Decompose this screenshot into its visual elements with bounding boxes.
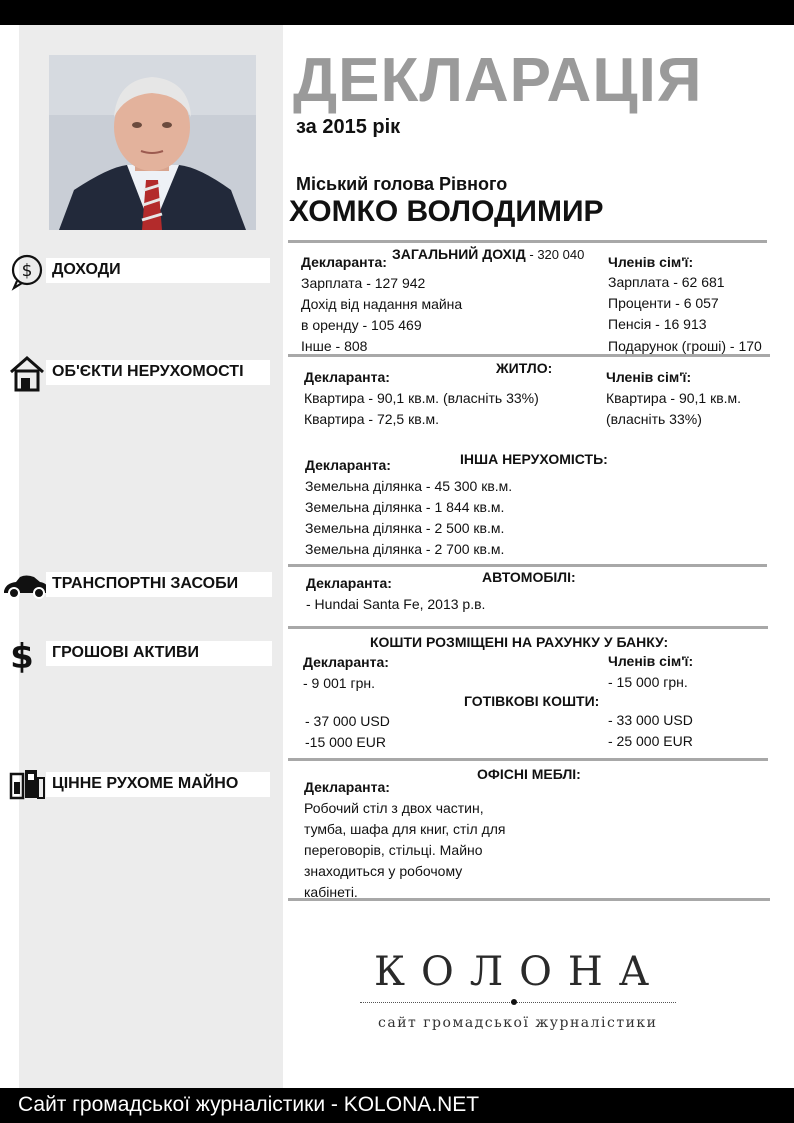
kolona-logo [360,945,676,1045]
income-total: - 320 040 [525,247,585,262]
logo-dotted-line [360,1002,676,1003]
logo-dot [511,999,517,1005]
svg-text:$: $ [10,637,34,675]
declaration-year: за 2015 рік [296,116,401,138]
category-transport-label: ТРАНСПОРТНІ ЗАСОБИ [46,572,272,597]
income-declarant-label: Декларанта: [301,254,387,270]
furniture-line: переговорів, стільці. Майно [304,842,483,858]
housing-family-label: Членів сім'ї: [606,369,692,385]
official-name: ХОМКО ВОЛОДИМИР [289,195,604,228]
logo-tagline: сайт громадської журналістики [378,1015,658,1031]
category-money-label: ГРОШОВІ АКТИВИ [46,641,272,666]
income-family-item: Проценти - 6 057 [608,295,719,311]
cash-declarant-item: - 37 000 USD [305,713,390,729]
furniture-line: кабінеті. [304,884,358,900]
top-bar [0,0,794,25]
logo-wordmark: КОЛОНА [374,949,666,995]
car-icon [2,569,50,607]
category-movable-label: ЦІННЕ РУХОМЕ МАЙНО [46,772,270,797]
income-heading-label: ЗАГАЛЬНИЙ ДОХІД [392,246,526,262]
bank-family-label: Членів сім'ї: [608,653,694,669]
bank-declarant-value: - 9 001 грн. [303,675,375,691]
income-family-item: Подарунок (гроші) - 170 [608,338,762,354]
page-title: ДЕКЛАРАЦІЯ [293,46,703,115]
other-realty-declarant-label: Декларанта: [305,457,391,473]
footer-banner: Сайт громадської журналістики - KOLONA.NET [0,1088,794,1123]
furniture-line: тумба, шафа для книг, стіл для [304,821,506,837]
portrait-photo [49,55,256,230]
income-family-item: Пенсія - 16 913 [608,316,707,332]
cash-family-item: - 33 000 USD [608,712,693,728]
cars-heading: АВТОМОБІЛІ: [482,569,576,585]
divider-rule [288,758,768,761]
cash-family-item: - 25 000 EUR [608,733,693,749]
category-realty-label: ОБ'ЄКТИ НЕРУХОМОСТІ [46,360,270,385]
housing-family-item: Квартира - 90,1 кв.м. [606,390,742,406]
income-heading [392,244,584,265]
income-declarant-item: Інше - 808 [301,338,368,354]
land-plot-item: Земельна ділянка - 1 844 кв.м. [305,499,505,515]
divider-rule [288,240,767,243]
housing-heading: ЖИТЛО: [496,360,553,376]
bank-family-value: - 15 000 грн. [608,674,688,690]
car-item: - Hundai Santa Fe, 2013 р.в. [306,596,486,612]
svg-text:$: $ [21,261,33,281]
bank-declarant-label: Декларанта: [303,654,389,670]
income-family-label: Членів сім'ї: [608,254,694,270]
land-plot-item: Земельна ділянка - 2 700 кв.м. [305,541,505,557]
income-family-item: Зарплата - 62 681 [608,274,725,290]
housing-declarant-item: Квартира - 90,1 кв.м. (власніть 33%) [304,390,539,406]
furniture-heading: ОФІСНІ МЕБЛІ: [477,766,581,782]
furniture-items-icon [8,766,46,804]
cars-declarant-label: Декларанта: [306,575,392,591]
other-realty-heading: ІНША НЕРУХОМІСТЬ: [460,451,608,467]
housing-declarant-item: Квартира - 72,5 кв.м. [304,411,440,427]
bank-heading: КОШТИ РОЗМІЩЕНІ НА РАХУНКУ У БАНКУ: [370,634,669,650]
housing-declarant-label: Декларанта: [304,369,390,385]
divider-rule [288,626,768,629]
divider-rule [288,898,770,901]
dollar-bubble-icon [8,253,46,291]
furniture-line: Робочий стіл з двох частин, [304,800,484,816]
income-declarant-item: в оренду - 105 469 [301,317,422,333]
furniture-line: знаходиться у робочому [304,863,463,879]
land-plot-item: Земельна ділянка - 2 500 кв.м. [305,520,505,536]
cash-heading: ГОТІВКОВІ КОШТИ: [464,693,600,709]
income-declarant-item: Зарплата - 127 942 [301,275,426,291]
income-declarant-item: Дохід від надання майна [301,296,463,312]
category-income-label: ДОХОДИ [46,258,270,283]
official-position: Міський голова Рівного [296,174,508,194]
furniture-declarant-label: Декларанта: [304,779,390,795]
dollar-sign-icon [8,637,46,675]
land-plot-item: Земельна ділянка - 45 300 кв.м. [305,478,513,494]
house-icon [8,354,46,392]
cash-declarant-item: -15 000 EUR [305,734,386,750]
housing-family-item: (власніть 33%) [606,411,702,427]
